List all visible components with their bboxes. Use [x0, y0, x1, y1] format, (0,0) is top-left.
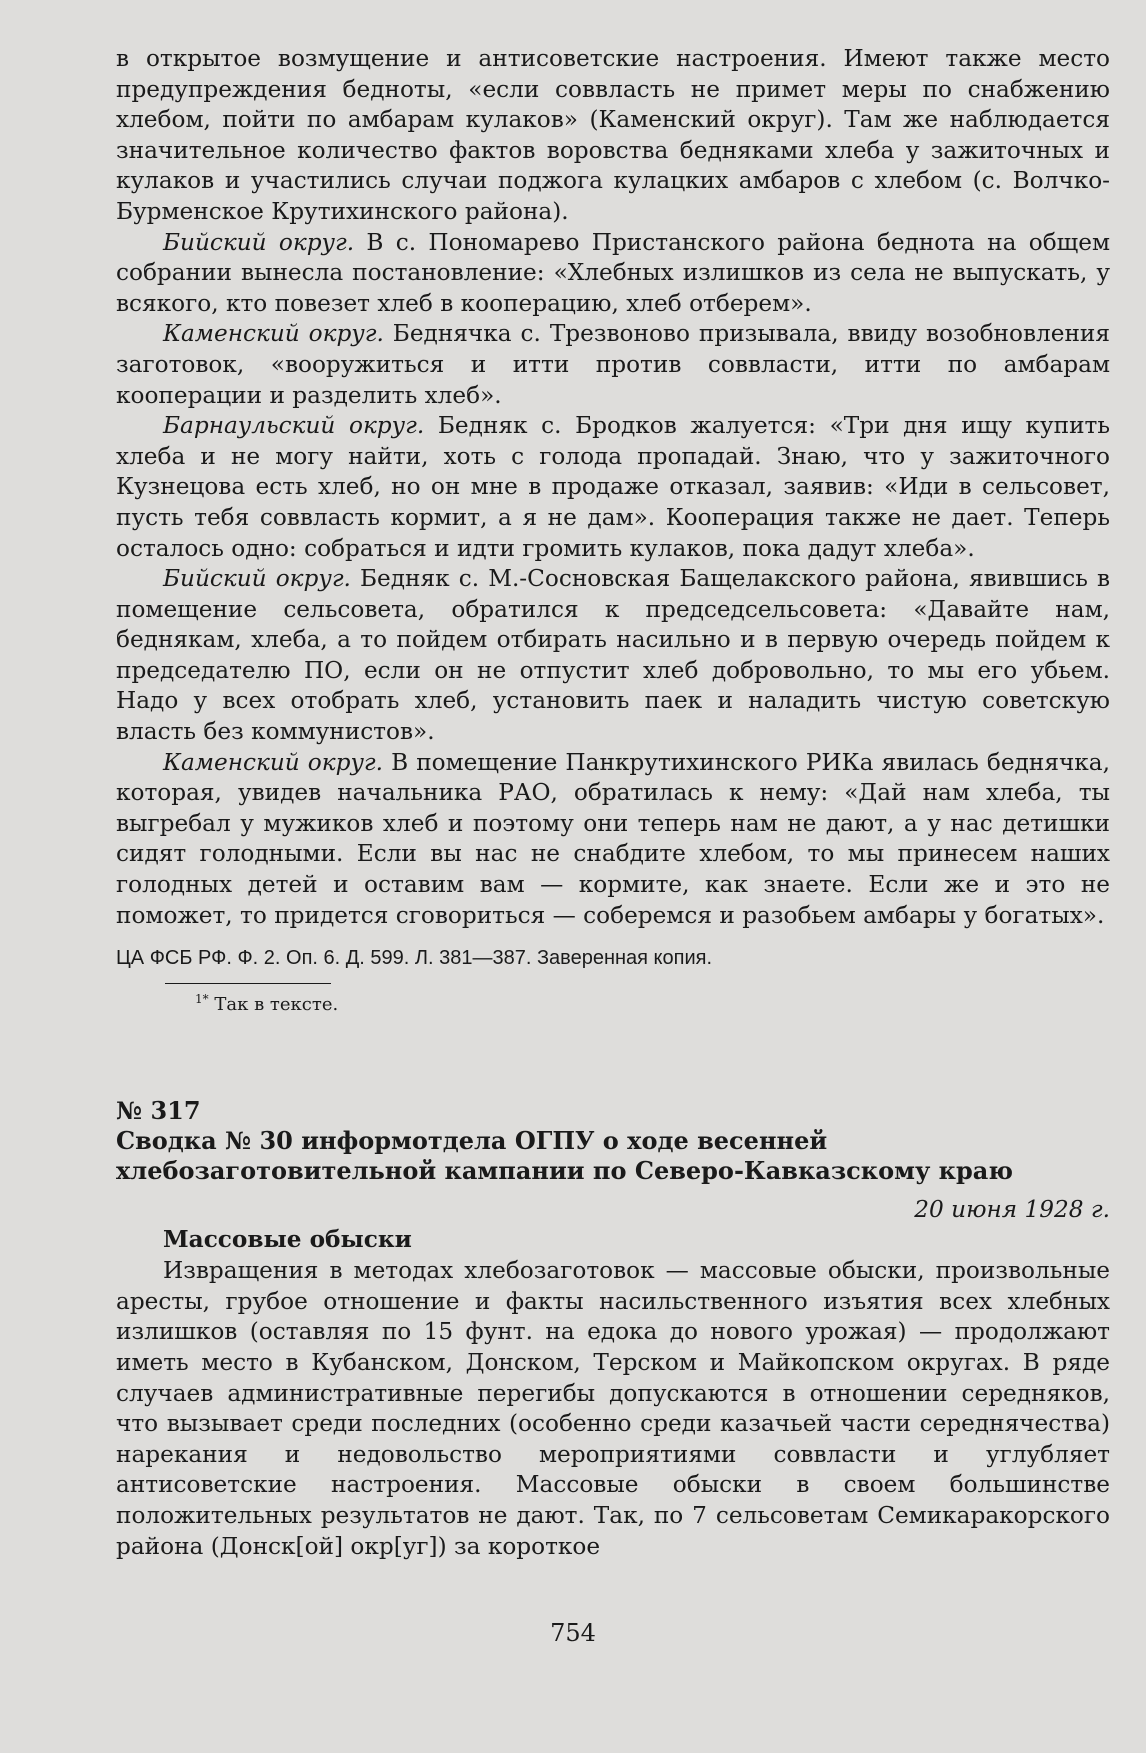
paragraph-barnaul [116, 411, 1110, 564]
region-name: Барнаульский округ. [163, 412, 425, 440]
page-number: 754 [550, 1619, 596, 1647]
footnote-divider [165, 983, 331, 984]
document-number: № 317 [116, 1096, 201, 1126]
paragraph-biysk-2 [116, 564, 1110, 748]
region-name: Бийский округ. [163, 565, 351, 593]
footnote-text: Так в тексте. [208, 994, 339, 1016]
paragraph-kamensk-2 [116, 748, 1110, 932]
document-paragraph: Извращения в методах хлебозаготовок — массовые обыски, произвольные аресты, грубое отношение и факты насильственного изъятия всех хлебных излишков (оставляя по 15 фунт. на едока до нового урожая) — продолжают иметь место в Кубанском, Донском, Терском и Майкопском округах. В ряде случаев административные перегибы допускаются в отношении середняков, что вызывает среди последних (особенно среди казачьей части середнячества) нарекания и недовольство мероприятиями соввласти и углубляет антисоветские настроения. Массовые обыски в своем большинстве положительных результатов не дают. Так, по 7 сельсоветам Семикаракорского района (Донск[ой] окр[уг]) за короткое [116, 1257, 1110, 1560]
paragraph-text: В с. Пономарево Пристанского района беднота на общем собрании вынесла постановление: «Хлебных излишков из села не выпускать, у всякого, кто повезет хлеб в кооперацию, хлеб отберем». [116, 228, 1110, 317]
region-name: Каменский округ. [163, 320, 384, 348]
paragraph-continuation: в открытое возмущение и антисоветские настроения. Имеют также место предупреждения бедноты, «если соввласть не примет меры по снабжению хлебом, пойти по амбарам кулаков» (Каменский округ). Там же наблюдается значительное количество фактов воровства бедняками хлеба у зажиточных и кулаков и участились случаи поджога кулацких амбаров с хлебом (с. Волчко-Бурменское Крутихинского района). [116, 45, 1110, 225]
section-heading: Массовые обыски [163, 1226, 412, 1254]
paragraph-text: Бедняк с. Бродков жалуется: «Три дня ищу купить хлеба и не могу найти, хоть с голода пропадай. Знаю, что у зажиточного Кузнецова есть хлеб, но он мне в продаже отказал, заявив: «Иди в сельсовет, пусть тебя соввласть кормит, а я не дам». Кооперация также не дает. Теперь осталось одно: собраться и идти громить кулаков, пока дадут хлеба». [116, 412, 1111, 562]
paragraph-kamensk-1 [116, 319, 1110, 411]
paragraph-text: В помещение Панкрутихинского РИКа явилась беднячка, которая, увидев начальника РАО, обратилась к нему: «Дай нам хлеба, ты выгребал у мужиков хлеб и поэтому они теперь нам не дают, а у нас детишки сидят голодными. Если вы нас не снабдите хлебом, то мы принесем наших голодных детей и оставим вам — кормите, как знаете. Если же и это не поможет, то придется сговориться — соберемся и разобьем амбары у богатых». [116, 748, 1110, 929]
region-name: Бийский округ. [163, 228, 355, 256]
paragraph-text: Беднячка с. Трезвоново призывала, ввиду возобновления заготовок, «вооружиться и итти против соввласти, итти по амбарам кооперации и разделить хлеб». [116, 320, 1110, 409]
paragraph-biysk-1 [116, 228, 1110, 320]
region-name: Каменский округ. [163, 748, 383, 776]
document-date: 20 июня 1928 г. [914, 1196, 1110, 1224]
footnote-mark: 1* [195, 992, 209, 1007]
document-title: Сводка № 30 информотдела ОГПУ о ходе весенней хлебозаготовительной кампании по Северо-Кавказскому краю [116, 1126, 1013, 1186]
paragraph-text: Бедняк с. М.-Сосновская Бащелакского района, явившись в помещение сельсовета, обратился к председсельсовета: «Давайте нам, беднякам, хлеба, а то пойдем отбирать насильно и в первую очередь пойдем к председателю ПО, если он не отпустит хлеб добровольно, то мы его убьем. Надо у всех отобрать хлеб, установить паек и наладить чистую советскую власть без коммунистов». [116, 565, 1110, 746]
archival-source: ЦА ФСБ РФ. Ф. 2. Оп. 6. Д. 599. Л. 381—387. Заверенная копия. [116, 947, 713, 970]
footnote [195, 987, 1110, 1017]
